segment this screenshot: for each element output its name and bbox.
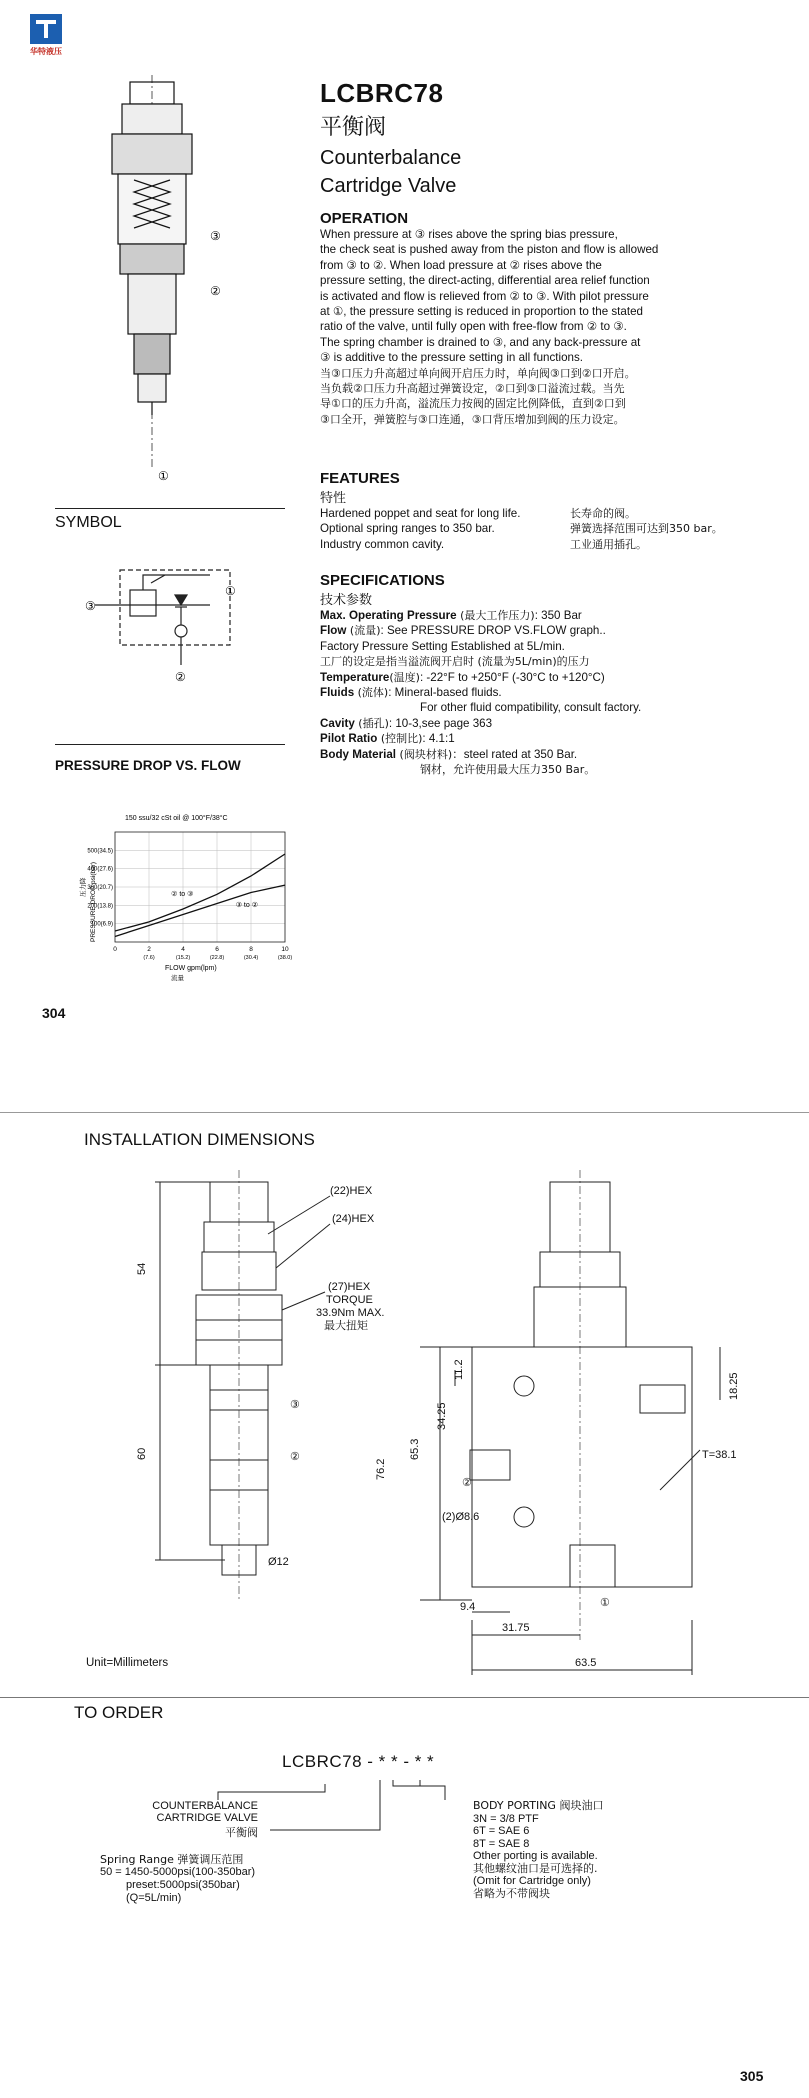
spec-line bbox=[320, 623, 790, 638]
feature-item-en: Industry common cavity. bbox=[320, 537, 445, 551]
title-en-line1: Counterbalance bbox=[320, 147, 462, 169]
operation-line: 导①口的压力升高，溢流压力按阀的固定比例降低，直到②口到 bbox=[320, 397, 626, 411]
spec-label: Flow bbox=[320, 624, 347, 638]
feature-item-en: Optional spring ranges to 350 bar. bbox=[320, 522, 495, 536]
operation-line: at ①, the pressure setting is reduced in proportion to the stated bbox=[320, 305, 643, 319]
chart-x-tick: 2 bbox=[147, 946, 151, 953]
dim-31-75: 31.75 bbox=[502, 1622, 530, 1634]
spec-label-cn: (阀块材料) bbox=[396, 747, 453, 761]
chart-series-label: ③ to ② bbox=[235, 902, 258, 910]
order-rule bbox=[0, 1697, 809, 1698]
spec-label: Temperature bbox=[320, 670, 390, 684]
operation-line: When pressure at ③ rises above the spring bias pressure, bbox=[320, 228, 618, 241]
dim-63-5: 63.5 bbox=[575, 1657, 597, 1669]
spec-value: : 350 Bar bbox=[534, 609, 582, 622]
symbol-port-1: ① bbox=[225, 584, 236, 598]
chart-y-tick: 500(34.5) bbox=[87, 848, 113, 855]
page-divider bbox=[0, 1112, 809, 1113]
cutaway-port-3: ③ bbox=[210, 229, 221, 243]
spec-label: Body Material bbox=[320, 747, 397, 761]
spec-value: Factory Pressure Setting Established at 5L/min. bbox=[320, 639, 565, 653]
order-body-other-cn: 其他螺纹油口是可选择的. bbox=[473, 1861, 598, 1875]
spec-label: Cavity bbox=[320, 716, 355, 730]
chart-x-tick-sub: (15.2) bbox=[175, 955, 191, 961]
operation-line: ratio of the valve, until fully open with free-flow from ② to ③. bbox=[320, 320, 627, 334]
order-body-6t: 6T = SAE 6 bbox=[473, 1825, 530, 1837]
torque-value: 33.9Nm MAX. bbox=[316, 1307, 385, 1319]
feature-item-cn: 弹簧选择范围可达到350 bar。 bbox=[570, 522, 723, 536]
features-section bbox=[320, 470, 790, 552]
cart-port-3: ③ bbox=[290, 1399, 300, 1411]
spec-label: Fluids bbox=[320, 686, 355, 700]
feature-item bbox=[320, 521, 790, 536]
operation-line: The spring chamber is drained to ③, and any back-pressure at bbox=[320, 335, 641, 349]
dim-65-3: 65.3 bbox=[409, 1438, 421, 1460]
chart-x-label: FLOW gpm(lpm) bbox=[165, 965, 217, 972]
chart-title: 150 ssu/32 cSt oil @ 100°F/38°C bbox=[125, 815, 228, 822]
thickness-label: T=38.1 bbox=[702, 1449, 737, 1461]
dim-54: 54 bbox=[136, 1262, 148, 1275]
pressure-drop-heading: PRESSURE DROP VS. FLOW bbox=[55, 758, 241, 773]
symbol-rule bbox=[55, 508, 285, 509]
spec-line bbox=[320, 747, 790, 762]
order-spring-flow: (Q=5L/min) bbox=[126, 1892, 182, 1904]
chart-y-tick: 400(27.6) bbox=[87, 866, 113, 873]
operation-line: from ③ to ②. When load pressure at ② rises above the bbox=[320, 258, 602, 272]
dim-dia12: Ø12 bbox=[268, 1556, 289, 1568]
order-heading: TO ORDER bbox=[74, 1703, 164, 1722]
hydraulic-symbol bbox=[85, 565, 275, 685]
dim-18-25: 18.25 bbox=[728, 1372, 740, 1400]
chart-y-label: PRESSURE DROP psi(bar) bbox=[90, 861, 97, 942]
logo-text: 华特液压 bbox=[30, 47, 62, 56]
operation-text bbox=[320, 227, 790, 427]
order-valve-type-line2: CARTRIDGE VALVE bbox=[156, 1812, 258, 1824]
page-number-right: 305 bbox=[740, 2068, 764, 2084]
spec-line bbox=[320, 700, 790, 715]
symbol-port-2: ② bbox=[175, 670, 186, 684]
dim-34-25: 34.25 bbox=[436, 1402, 448, 1430]
spec-value: : 10-3,see page 363 bbox=[388, 716, 493, 730]
chart-y-label-cn: 压力降 bbox=[80, 877, 87, 897]
chart-y-tick: 100(6.9) bbox=[90, 921, 113, 928]
operation-line: ③ is additive to the pressure setting in all functions. bbox=[320, 351, 584, 365]
valve-cutaway-drawing bbox=[100, 70, 300, 490]
chart-x-tick: 4 bbox=[181, 946, 185, 953]
order-body-8t: 8T = SAE 8 bbox=[473, 1837, 530, 1850]
spec-label-cn: 工厂的设定是指当溢流阀开启时 (流量为5L/min)的压力 bbox=[320, 655, 590, 669]
order-spring-range: 50 = 1450-5000psi(100-350bar) bbox=[100, 1866, 256, 1878]
dim-9-4: 9.4 bbox=[460, 1601, 476, 1613]
operation-line: the check seat is pushed away from the piston and flow is allowed bbox=[320, 243, 659, 257]
title-en bbox=[320, 144, 620, 200]
chart-series-label: ② to ③ bbox=[171, 891, 194, 899]
chart-x-tick-sub: (30.4) bbox=[243, 955, 259, 961]
spec-line bbox=[320, 731, 790, 746]
specifications-heading-cn: 技术参数 bbox=[320, 593, 373, 608]
chart-series-line bbox=[115, 854, 285, 931]
pressure-drop-rule bbox=[55, 744, 285, 745]
spec-line bbox=[320, 608, 790, 623]
install-heading: INSTALLATION DIMENSIONS bbox=[84, 1130, 315, 1149]
symbol-heading: SYMBOL bbox=[55, 514, 122, 531]
order-body-block bbox=[473, 1800, 603, 1900]
specifications-section bbox=[320, 572, 790, 777]
order-body-3n: 3N = 3/8 PTF bbox=[473, 1812, 539, 1825]
chart-x-tick: 8 bbox=[249, 946, 253, 953]
spec-line bbox=[320, 654, 790, 669]
features-heading: FEATURES bbox=[320, 470, 400, 487]
order-valve-type-line1: COUNTERBALANCE bbox=[152, 1800, 258, 1812]
chart-x-tick: 6 bbox=[215, 946, 219, 953]
spec-line bbox=[320, 670, 790, 685]
spec-line bbox=[320, 685, 790, 700]
specifications-list bbox=[320, 608, 790, 777]
order-valve-type-cn: 平衡阀 bbox=[225, 1826, 258, 1839]
spec-value: For other fluid compatibility, consult factory. bbox=[420, 701, 642, 715]
feature-item-en: Hardened poppet and seat for long life. bbox=[320, 507, 521, 520]
chart-x-tick-sub: (22.8) bbox=[209, 955, 225, 961]
order-code: LCBRC78 - * * - * * bbox=[282, 1752, 435, 1771]
spec-label-cn: (最大工作压力) bbox=[456, 609, 535, 622]
cutaway-port-2: ② bbox=[210, 284, 221, 298]
spec-value: ：steel rated at 350 Bar. bbox=[452, 747, 578, 761]
spec-label: Pilot Ratio bbox=[320, 732, 378, 746]
title-cn: 平衡阀 bbox=[320, 115, 387, 140]
operation-line: ③口全开，弹簧腔与③口连通，③口背压增加到阀的压力设定。 bbox=[320, 412, 625, 426]
feature-item bbox=[320, 506, 790, 521]
spec-label-cn: (插孔) bbox=[354, 716, 389, 730]
spec-line bbox=[320, 716, 790, 731]
title-en-line2: Cartridge Valve bbox=[320, 175, 457, 197]
unit-note: Unit=Millimeters bbox=[86, 1657, 169, 1669]
spec-label-cn: 钢材，允许使用最大压力350 Bar。 bbox=[420, 763, 596, 777]
chart-y-tick: 300(20.7) bbox=[87, 885, 113, 891]
torque-label: TORQUE bbox=[326, 1294, 373, 1306]
hex22-label: (22)HEX bbox=[330, 1185, 373, 1197]
dim-76-2: 76.2 bbox=[375, 1458, 387, 1480]
spec-label-cn: (温度) bbox=[389, 670, 420, 684]
chart-x-tick-sub: (38.0) bbox=[277, 955, 293, 961]
chart-series-line bbox=[115, 885, 285, 936]
body-port-2: ② bbox=[462, 1477, 472, 1489]
order-spring-heading: Spring Range 弹簧调压范围 bbox=[100, 1853, 244, 1866]
pressure-drop-chart bbox=[55, 810, 305, 985]
order-body-heading: BODY PORTING 阀块油口 bbox=[473, 1799, 604, 1812]
hex27-label: (27)HEX bbox=[328, 1281, 371, 1293]
feature-item bbox=[320, 537, 790, 552]
spec-value: : 4.1:1 bbox=[422, 732, 455, 746]
page-title: LCBRC78 bbox=[320, 78, 444, 108]
order-left-block bbox=[130, 1800, 258, 1840]
logo-mark bbox=[30, 14, 62, 44]
dim-11-2: 11.2 bbox=[453, 1359, 465, 1380]
spec-value: : See PRESSURE DROP VS.FLOW graph.. bbox=[380, 624, 606, 638]
spec-value: : Mineral-based fluids. bbox=[388, 686, 502, 700]
chart-x-tick: 10 bbox=[281, 946, 289, 953]
spec-label-cn: (控制比) bbox=[377, 732, 423, 746]
order-body-omit: (Omit for Cartridge only) bbox=[473, 1875, 591, 1887]
operation-line: 当③口压力升高超过单向阀开启压力时，单向阀③口到②口开启。 bbox=[320, 366, 636, 380]
spec-line bbox=[320, 639, 790, 654]
spec-label: Max. Operating Pressure bbox=[320, 609, 457, 622]
cutaway-port-1: ① bbox=[158, 469, 169, 483]
chart-x-tick-sub: (7.6) bbox=[143, 955, 155, 961]
chart-y-tick: 200(13.8) bbox=[87, 903, 113, 910]
features-heading-cn: 特性 bbox=[320, 491, 347, 506]
hex24-label: (24)HEX bbox=[332, 1213, 375, 1225]
order-spring-block bbox=[100, 1853, 255, 1905]
operation-line: 当负载②口压力升高超过弹簧设定，②口到③口溢流过载。当先 bbox=[320, 382, 625, 396]
symbol-port-3: ③ bbox=[85, 599, 96, 613]
specifications-heading: SPECIFICATIONS bbox=[320, 572, 445, 589]
cart-port-2: ② bbox=[290, 1451, 300, 1463]
spec-label-cn: (流体) bbox=[354, 686, 389, 700]
order-body-other: Other porting is available. bbox=[473, 1850, 598, 1862]
spec-line bbox=[320, 762, 790, 777]
operation-line: pressure setting, the direct-acting, differential area relief function bbox=[320, 274, 650, 288]
page-number-left: 304 bbox=[42, 1005, 66, 1021]
company-logo bbox=[22, 14, 70, 57]
hole-label: (2)Ø8.6 bbox=[442, 1511, 480, 1523]
spec-label-cn: (流量) bbox=[346, 624, 381, 638]
operation-line: is activated and flow is relieved from ② to ③. With pilot pressure bbox=[320, 289, 649, 303]
installation-drawing bbox=[100, 1160, 800, 1680]
chart-x-label-cn: 流量 bbox=[171, 975, 184, 982]
feature-item-cn: 长寿命的阀。 bbox=[570, 507, 636, 520]
operation-heading: OPERATION bbox=[320, 210, 409, 227]
feature-item-cn: 工业通用插孔。 bbox=[570, 537, 647, 551]
spec-value: : -22°F to +250°F (-30°C to +120°C) bbox=[419, 670, 605, 684]
chart-x-tick: 0 bbox=[113, 946, 117, 953]
torque-cn: 最大扭矩 bbox=[324, 1320, 368, 1332]
operation-section bbox=[320, 210, 790, 427]
order-spring-preset: preset:5000psi(350bar) bbox=[126, 1879, 240, 1891]
order-body-omit-cn: 省略为不带阀块 bbox=[473, 1886, 550, 1900]
features-list bbox=[320, 506, 790, 552]
body-port-1: ① bbox=[600, 1597, 610, 1609]
dim-60: 60 bbox=[136, 1447, 148, 1460]
